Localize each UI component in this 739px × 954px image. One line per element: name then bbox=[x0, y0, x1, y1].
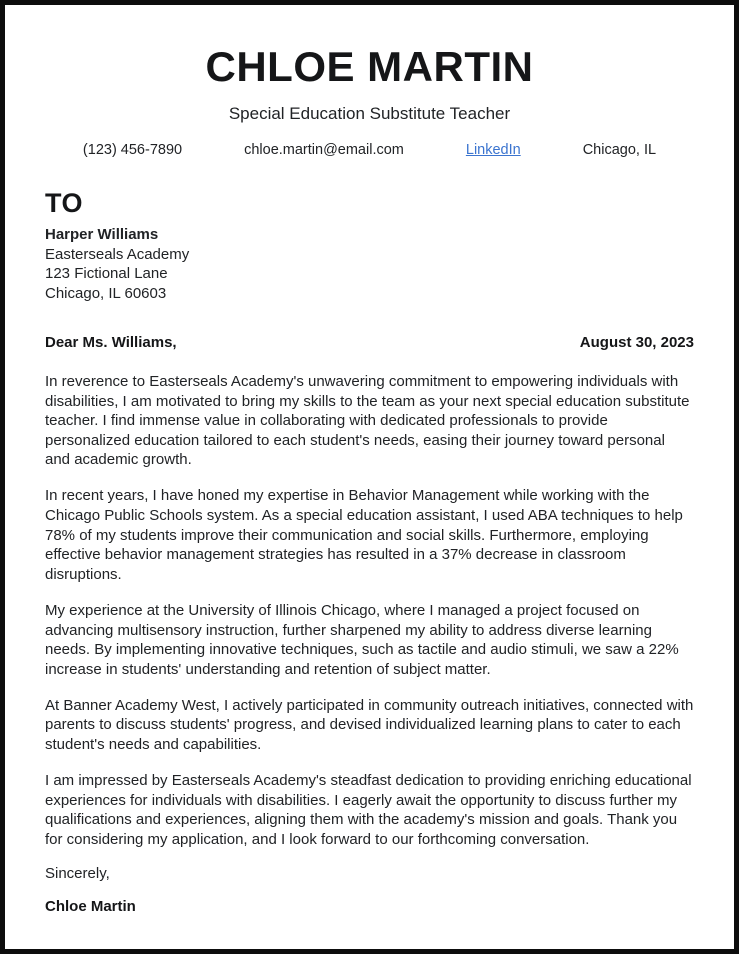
paragraph-experience-banner: At Banner Academy West, I actively participated in community outreach initiatives, connected with parents to discuss students' progress, and devised individualized learning plans to cater to each student's needs and capabilities. bbox=[45, 696, 694, 753]
letter-header bbox=[45, 43, 694, 158]
recipient-organization: Easterseals Academy bbox=[45, 245, 190, 263]
paragraph-experience-uic: My experience at the University of Illinois Chicago, where I managed a project focused on advancing multisensory instruction, further sharpened my ability to address diverse learning needs. By implementing innovative techniques, such as tactile and audio stimuli, we saw a 22% increase in students' understanding and retention of subject matter. bbox=[45, 601, 679, 678]
recipient-address-line1: 123 Fictional Lane bbox=[45, 265, 168, 282]
letter-body bbox=[45, 372, 694, 849]
recipient-name: Harper Williams bbox=[45, 226, 159, 243]
paragraph-experience-cps: In recent years, I have honed my expertise in Behavior Management while working with the Chicago Public Schools system. As a special education assistant, I used ABA techniques to help 78% of my students improve their communication and social skills. Furthermore, employing effective behavior management strategies has resulted in a 37% decrease in classroom disruptions. bbox=[45, 487, 683, 583]
contact-location: Chicago, IL bbox=[582, 142, 657, 158]
recipient-section bbox=[45, 188, 694, 303]
recipient-address-line2: Chicago, IL 60603 bbox=[45, 284, 167, 302]
paragraph-conclusion: I am impressed by Easterseals Academy's steadfast dedication to providing enriching educational experiences for individuals with disabilities. I eagerly await the opportunity to discuss further my qualifications and experiences, aligning them with the academy's mission and goals. Thank you for considering my application, and I look forward to our forthcoming conversation. bbox=[45, 772, 692, 848]
letter-date: August 30, 2023 bbox=[579, 334, 694, 351]
salutation-row bbox=[45, 334, 694, 351]
paragraph-intro: In reverence to Easterseals Academy's unwavering commitment to empowering individuals with disabilities, I am motivated to bring my skills to the team as your next special education substitute teacher. I find immense value in collaborating with dedicated professionals to provide personalized education tailored to each student's needs, easing their journey toward personal and academic growth. bbox=[45, 373, 690, 469]
contact-email: chloe.martin@email.com bbox=[244, 142, 404, 158]
contact-row bbox=[45, 142, 694, 158]
salutation: Dear Ms. Williams, bbox=[45, 334, 177, 351]
candidate-job-title: Special Education Substitute Teacher bbox=[228, 104, 511, 123]
linkedin-link[interactable]: LinkedIn bbox=[465, 142, 521, 158]
closing-text: Sincerely, bbox=[45, 865, 110, 883]
recipient-heading: TO bbox=[45, 188, 84, 218]
candidate-name: CHLOE MARTIN bbox=[205, 43, 534, 90]
signature-name: Chloe Martin bbox=[45, 898, 136, 916]
contact-phone: (123) 456-7890 bbox=[82, 142, 183, 158]
